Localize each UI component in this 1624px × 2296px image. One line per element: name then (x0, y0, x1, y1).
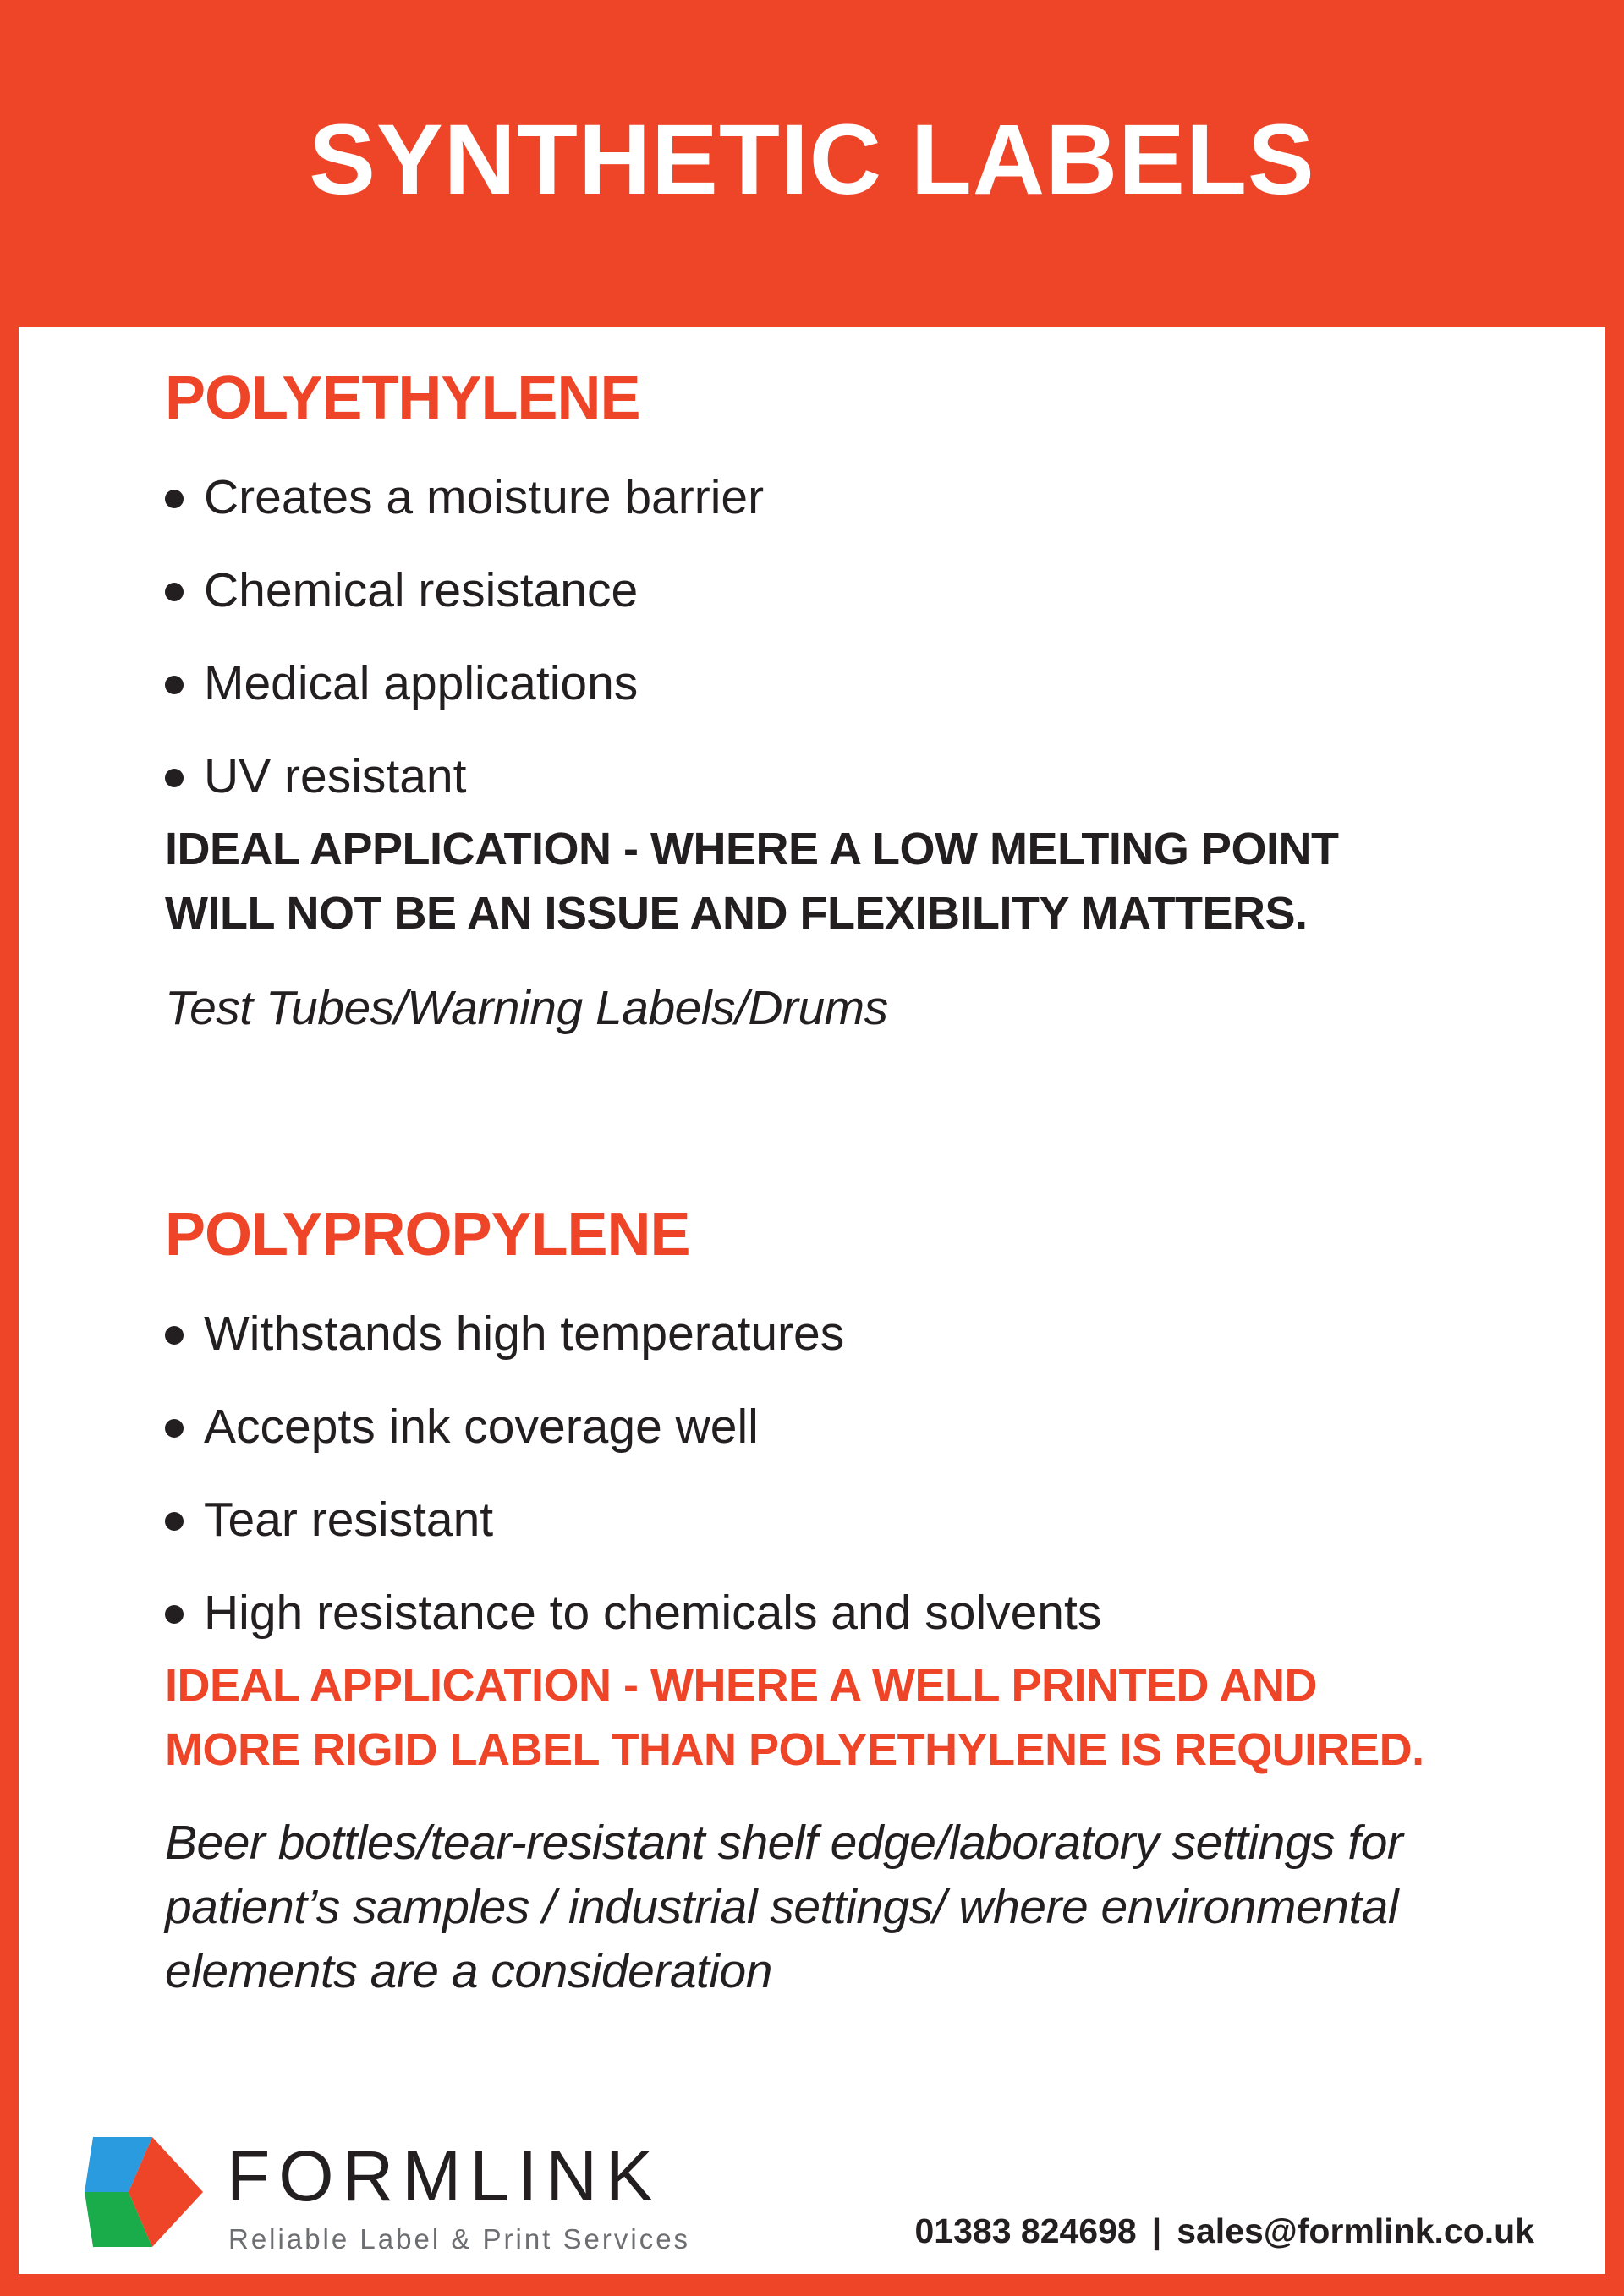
section-title-polypropylene: POLYPROPYLENE (165, 1201, 690, 1269)
bullet-icon (165, 1512, 184, 1531)
bullet-icon (165, 583, 184, 601)
ideal-application-polypropylene: IDEAL APPLICATION - WHERE A WELL PRINTED AND MORE RIGID LABEL THAN POLYETHYLENE IS REQUIRED. (165, 1660, 1424, 1775)
content-panel (19, 327, 1605, 2274)
list-item: High resistance to chemicals and solvents (165, 1583, 1101, 1676)
list-item: Withstands high temperatures (165, 1304, 1101, 1397)
page-header (0, 0, 1624, 326)
email-address: sales@formlink.co.uk (1177, 2211, 1534, 2250)
bullet-icon (165, 490, 184, 508)
list-item: Tear resistant (165, 1490, 1101, 1583)
bullet-icon (165, 1605, 184, 1624)
bullet-icon (165, 1419, 184, 1438)
page-title: SYNTHETIC LABELS (309, 103, 1315, 216)
list-item: Chemical resistance (165, 561, 764, 654)
bullet-icon (165, 1326, 184, 1345)
logo-tagline: Reliable Label & Print Services (228, 2223, 691, 2255)
list-item: Creates a moisture barrier (165, 468, 764, 561)
bullet-list-polyethylene (165, 468, 764, 840)
list-item: Accepts ink coverage well (165, 1397, 1101, 1490)
uses-polyethylene: Test Tubes/Warning Labels/Drums (165, 981, 888, 1035)
phone-number: 01383 824698 (914, 2211, 1137, 2250)
list-item: Medical applications (165, 654, 764, 747)
bullet-icon (165, 676, 184, 694)
contact-separator: | (1151, 2211, 1162, 2250)
bullet-list-polypropylene (165, 1304, 1101, 1676)
formlink-logo (85, 2129, 744, 2255)
uses-polypropylene: Beer bottles/tear-resistant shelf edge/laboratory settings for patient’s samples / industrial settings/ where environmental elements are a consideration (165, 1816, 1403, 1998)
formlink-logo-icon (85, 2129, 211, 2255)
contact-info (915, 2211, 1535, 2251)
bullet-icon (165, 769, 184, 787)
logo-wordmark: FORMLINK (227, 2136, 662, 2216)
ideal-application-polyethylene: IDEAL APPLICATION - WHERE A LOW MELTING POINT WILL NOT BE AN ISSUE AND FLEXIBILITY MATTERS. (165, 824, 1339, 939)
list-item: UV resistant (165, 747, 764, 840)
section-title-polyethylene: POLYETHYLENE (165, 364, 640, 432)
